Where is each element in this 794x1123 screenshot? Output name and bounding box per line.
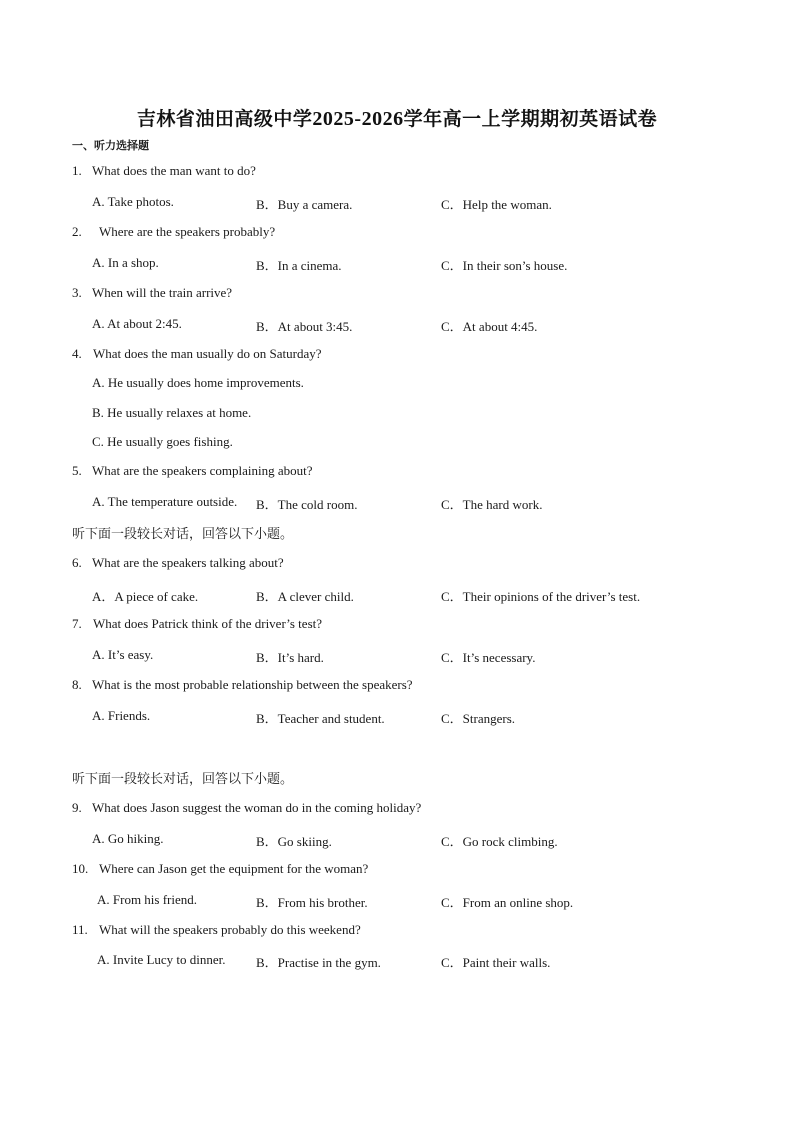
page-title: 吉林省油田高级中学2025-2026学年高一上学期期初英语试卷 xyxy=(136,108,658,130)
question-7-option-b: B．It’s hard. xyxy=(256,650,324,665)
section-heading-listening: 一、听力选择题 xyxy=(72,139,149,152)
question-9-option-b: B．Go skiing. xyxy=(256,834,332,849)
question-4-number: 4. xyxy=(72,346,82,361)
question-9-option-a: A. Go hiking. xyxy=(92,831,164,846)
question-4-option-c: C. He usually goes fishing. xyxy=(92,434,233,449)
question-4-text: What does the man usually do on Saturday? xyxy=(93,346,322,361)
question-7-text: What does Patrick think of the driver’s test? xyxy=(93,616,323,631)
question-9-number: 9. xyxy=(72,800,82,815)
question-11-option-a: A. Invite Lucy to dinner. xyxy=(97,952,226,967)
question-10-number: 10. xyxy=(72,861,89,876)
question-8-option-c: C．Strangers. xyxy=(441,711,516,726)
question-10-text: Where can Jason get the equipment for the woman? xyxy=(99,861,369,876)
question-3-number: 3. xyxy=(72,285,82,300)
instruction-long-dialogue-2: 听下面一段较长对话，回答以下小题。 xyxy=(72,772,294,787)
question-9-option-c: C．Go rock climbing. xyxy=(441,834,558,849)
question-5-option-a: A. The temperature outside. xyxy=(92,494,238,509)
question-7-option-a: A. It’s easy. xyxy=(92,647,154,662)
question-3-option-c: C．At about 4:45. xyxy=(441,319,538,334)
question-5-option-b: B．The cold room. xyxy=(256,497,358,512)
question-8-number: 8. xyxy=(72,677,82,692)
question-5-text: What are the speakers complaining about? xyxy=(92,463,313,478)
question-11-number: 11. xyxy=(72,922,88,937)
question-6-number: 6. xyxy=(72,555,82,570)
question-1-option-b: B．Buy a camera. xyxy=(256,197,353,212)
question-11-option-c: C．Paint their walls. xyxy=(441,955,551,970)
question-6-option-b: B．A clever child. xyxy=(256,589,354,604)
question-8-text: What is the most probable relationship between the speakers? xyxy=(92,677,413,692)
question-6-option-a: A．A piece of cake. xyxy=(92,589,199,604)
question-10-option-b: B．From his brother. xyxy=(256,895,368,910)
question-5-number: 5. xyxy=(72,463,82,478)
question-1-option-c: C．Help the woman. xyxy=(441,197,552,212)
question-2-option-c: C．In their son’s house. xyxy=(441,258,568,273)
question-4-option-b: B. He usually relaxes at home. xyxy=(92,405,252,420)
question-9-text: What does Jason suggest the woman do in the coming holiday? xyxy=(92,800,422,815)
question-8-option-b: B．Teacher and student. xyxy=(256,711,385,726)
question-10-option-a: A. From his friend. xyxy=(97,892,198,907)
question-7-number: 7. xyxy=(72,616,82,631)
question-2-number: 2. xyxy=(72,224,82,239)
question-2-option-a: A. In a shop. xyxy=(92,255,159,270)
question-7-option-c: C．It’s necessary. xyxy=(441,650,536,665)
question-4-option-a: A. He usually does home improvements. xyxy=(92,375,304,390)
question-1-option-a: A. Take photos. xyxy=(92,194,174,209)
question-1-text: What does the man want to do? xyxy=(92,163,256,178)
question-8-option-a: A. Friends. xyxy=(92,708,151,723)
question-1-number: 1. xyxy=(72,163,82,178)
question-11-text: What will the speakers probably do this weekend? xyxy=(99,922,361,937)
question-5-option-c: C．The hard work. xyxy=(441,497,543,512)
question-11-option-b: B．Practise in the gym. xyxy=(256,955,381,970)
instruction-long-dialogue-1: 听下面一段较长对话，回答以下小题。 xyxy=(72,527,294,542)
question-6-option-c: C．Their opinions of the driver’s test. xyxy=(441,589,641,604)
question-3-option-b: B．At about 3:45. xyxy=(256,319,353,334)
question-6-text: What are the speakers talking about? xyxy=(92,555,284,570)
question-2-text: Where are the speakers probably? xyxy=(99,224,276,239)
question-3-text: When will the train arrive? xyxy=(92,285,233,300)
question-3-option-a: A. At about 2:45. xyxy=(92,316,182,331)
question-10-option-c: C．From an online shop. xyxy=(441,895,574,910)
question-2-option-b: B．In a cinema. xyxy=(256,258,342,273)
